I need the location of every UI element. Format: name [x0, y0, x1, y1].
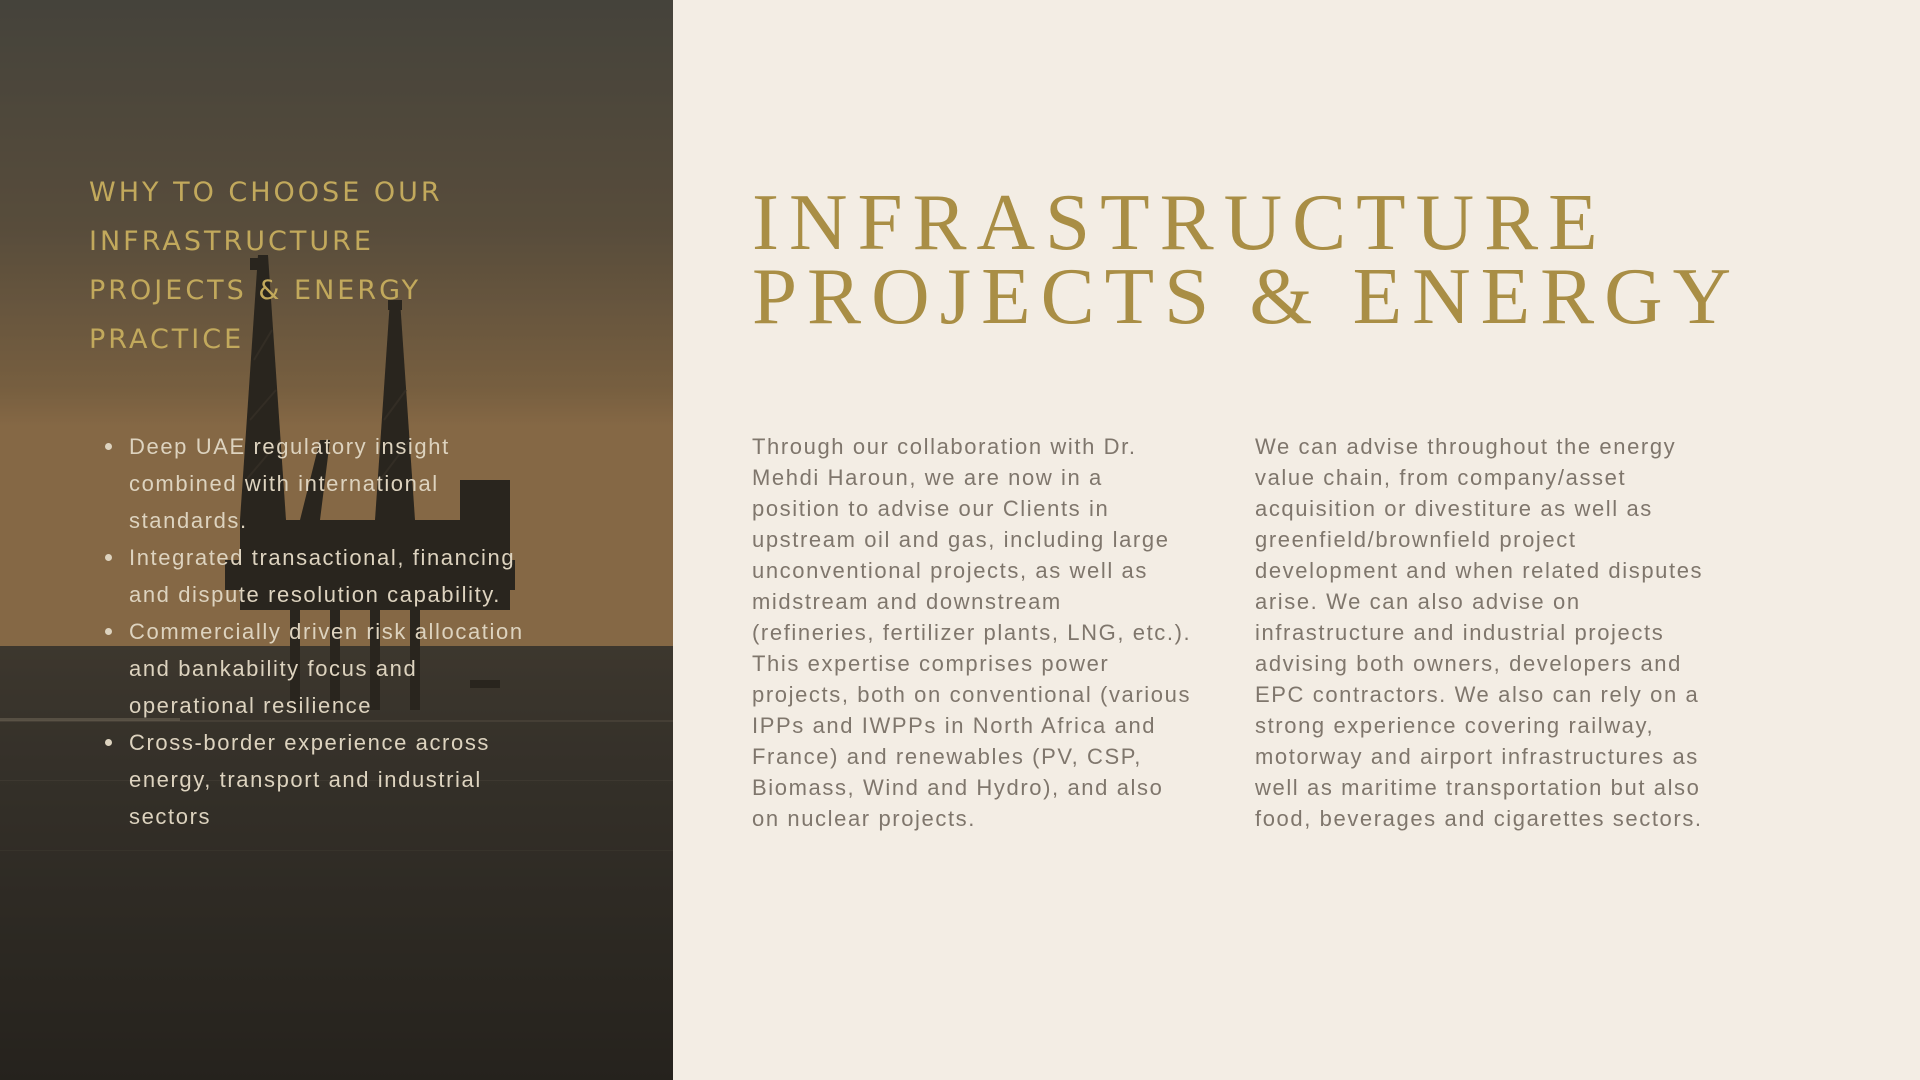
- benefits-list: [90, 428, 549, 835]
- page-title: [752, 177, 1852, 341]
- benefit-item: [129, 428, 549, 539]
- body-paragraph-left: Through our collaboration with Dr. Mehdi Haroun, we are now in a position to advise our Clients in upstream oil and gas, including large unconventional projects, as well as midstream and downstream (refineries, fertilizer plants, LNG, etc.). This expertise comprises power projects, both on conventional (various IPPs and IWPPs in North Africa and France) and renewables (PV, CSP, Biomass, Wind and Hydro), and also on nuclear projects.: [752, 434, 1192, 831]
- benefit-text: Deep UAE regulatory insight combined with international standards.: [129, 434, 450, 533]
- benefit-item: [129, 724, 549, 835]
- page-title-line-2: PROJECTS & ENERGY: [752, 251, 1742, 341]
- benefit-item: [129, 613, 549, 724]
- bullet-dot-icon: [105, 554, 112, 561]
- benefit-text: Commercially driven risk allocation and bankability focus and operational resilience: [129, 619, 524, 718]
- bullet-dot-icon: [105, 628, 112, 635]
- benefit-text: Integrated transactional, financing and dispute resolution capability.: [129, 545, 516, 607]
- benefit-item: [129, 539, 549, 613]
- why-choose-heading: WHY TO CHOOSE OUR INFRASTRUCTURE PROJECTS & ENERGY PRACTICE: [89, 177, 443, 355]
- bullet-dot-icon: [105, 739, 112, 746]
- page-title-line-1: INFRASTRUCTURE: [752, 177, 1608, 267]
- bullet-dot-icon: [105, 443, 112, 450]
- oil-rig-photo-panel: [0, 0, 673, 1080]
- body-paragraph-right: We can advise throughout the energy value chain, from company/asset acquisition or divestiture as well as greenfield/brownfield project development and when related disputes arise. We can also advise on infrastructure and industrial projects advising both owners, developers and EPC contractors. We also can rely on a strong experience covering railway, motorway and airport infrastructures as well as maritime transportation but also food, beverages and cigarettes sectors.: [1255, 434, 1704, 831]
- benefit-text: Cross-border experience across energy, transport and industrial sectors: [129, 730, 491, 829]
